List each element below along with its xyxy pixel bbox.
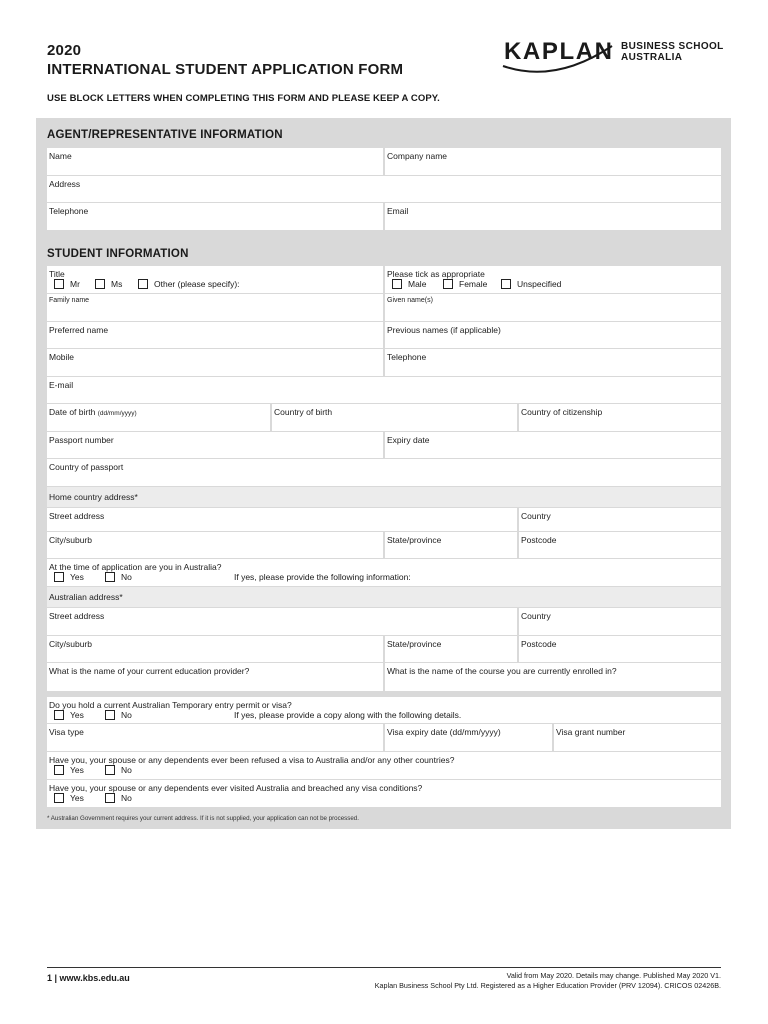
education-provider-label: What is the name of your current education provider? — [49, 666, 250, 676]
visa-type-field[interactable] — [47, 724, 383, 751]
ms-label: Ms — [111, 279, 123, 289]
home-postcode-field[interactable] — [519, 532, 721, 558]
home-city-field[interactable] — [47, 532, 383, 558]
country-of-passport-label: Country of passport — [49, 462, 124, 472]
visa-yes[interactable] — [54, 710, 84, 720]
home-city-label: City/suburb — [49, 535, 92, 545]
visa-no-label: No — [121, 710, 132, 720]
student-email-label: E-mail — [49, 380, 74, 390]
male-checkbox[interactable] — [392, 279, 402, 289]
in-aus-no-checkbox[interactable] — [105, 572, 115, 582]
mobile-field[interactable] — [47, 349, 383, 376]
previous-names-field[interactable] — [385, 322, 721, 348]
country-of-passport-field[interactable] — [47, 459, 721, 486]
aus-street-field[interactable] — [47, 608, 517, 635]
logo-word: KAPLAN — [504, 38, 614, 65]
agent-telephone-field[interactable] — [47, 203, 383, 230]
no-label: No — [121, 572, 132, 582]
given-name-label: Given name(s) — [387, 297, 433, 304]
visa-no-checkbox[interactable] — [105, 710, 115, 720]
title-field — [47, 266, 383, 293]
agent-name-field[interactable] — [47, 148, 383, 175]
agent-section-heading: AGENT/REPRESENTATIVE INFORMATION — [47, 129, 283, 141]
footer-divider — [47, 967, 721, 968]
logo-subtitle — [621, 42, 724, 63]
other-checkbox[interactable] — [138, 279, 148, 289]
gender-female-option[interactable] — [443, 279, 487, 289]
student-telephone-field[interactable] — [385, 349, 721, 376]
previous-names-label: Previous names (if applicable) — [387, 325, 501, 335]
passport-number-field[interactable] — [47, 432, 383, 458]
agent-telephone-label: Telephone — [49, 206, 89, 216]
aus-state-label: State/province — [387, 639, 442, 649]
visa-type-label: Visa type — [49, 727, 84, 737]
breached-no-label: No — [121, 793, 132, 803]
aus-state-field[interactable] — [385, 636, 517, 662]
logo-sub-line2: AUSTRALIA — [621, 51, 683, 63]
title-ms-option[interactable] — [95, 279, 122, 289]
male-label: Male — [408, 279, 427, 289]
yes-label: Yes — [70, 572, 84, 582]
visa-grant-number-label: Visa grant number — [556, 727, 626, 737]
aus-postcode-label: Postcode — [521, 639, 557, 649]
ms-checkbox[interactable] — [95, 279, 105, 289]
dob-format: (dd/mm/yyyy) — [97, 410, 137, 417]
student-telephone-label: Telephone — [387, 352, 427, 362]
visa-yes-checkbox[interactable] — [54, 710, 64, 720]
form-title: INTERNATIONAL STUDENT APPLICATION FORM — [47, 61, 404, 78]
country-of-citizenship-field[interactable] — [519, 404, 721, 431]
breached-no[interactable] — [105, 793, 132, 803]
australian-address-header — [47, 587, 721, 607]
visa-question — [47, 697, 721, 723]
breached-no-checkbox[interactable] — [105, 793, 115, 803]
home-postcode-label: Postcode — [521, 535, 557, 545]
footer-legal — [375, 971, 721, 991]
visa-no[interactable] — [105, 710, 132, 720]
passport-expiry-label: Expiry date — [387, 435, 430, 445]
agent-company-field[interactable] — [385, 148, 721, 175]
education-provider-field[interactable] — [47, 663, 383, 691]
visa-yes-label: Yes — [70, 710, 84, 720]
in-australia-no[interactable] — [105, 572, 132, 582]
home-state-field[interactable] — [385, 532, 517, 558]
page-number-website: 1 | www.kbs.edu.au — [47, 973, 130, 983]
gender-field — [385, 266, 721, 293]
in-australia-label: At the time of application are you in Australia? — [49, 562, 222, 572]
refused-yes-label: Yes — [70, 765, 84, 775]
home-country-label: Country — [521, 511, 551, 521]
aus-postcode-field[interactable] — [519, 636, 721, 662]
current-course-label: What is the name of the course you are currently enrolled in? — [387, 666, 617, 676]
footer-validity: Valid from May 2020. Details may change. Published May 2020 V1. — [506, 971, 721, 980]
family-name-field[interactable] — [47, 294, 383, 321]
breached-yes[interactable] — [54, 793, 84, 803]
gender-unspecified-option[interactable] — [501, 279, 561, 289]
student-email-field[interactable] — [47, 377, 721, 403]
country-of-citizenship-label: Country of citizenship — [521, 407, 603, 417]
country-of-birth-field[interactable] — [272, 404, 517, 431]
female-checkbox[interactable] — [443, 279, 453, 289]
in-australia-yes[interactable] — [54, 572, 84, 582]
aus-country-field[interactable] — [519, 608, 721, 635]
home-street-label: Street address — [49, 511, 105, 521]
aus-city-label: City/suburb — [49, 639, 92, 649]
in-aus-yes-checkbox[interactable] — [54, 572, 64, 582]
breached-yes-label: Yes — [70, 793, 84, 803]
preferred-name-label: Preferred name — [49, 325, 109, 335]
agent-address-field[interactable] — [47, 176, 721, 202]
home-address-label: Home country address* — [49, 492, 138, 502]
kaplan-logo — [500, 36, 730, 76]
title-other-option[interactable] — [138, 279, 240, 289]
country-of-birth-label: Country of birth — [274, 407, 333, 417]
passport-number-label: Passport number — [49, 435, 114, 445]
gender-label: Please tick as appropriate — [387, 269, 485, 279]
current-course-field[interactable] — [385, 663, 721, 691]
home-address-header — [47, 487, 721, 507]
home-state-label: State/province — [387, 535, 442, 545]
agent-email-label: Email — [387, 206, 409, 216]
agent-name-label: Name — [49, 151, 72, 161]
mr-checkbox[interactable] — [54, 279, 64, 289]
refused-yes[interactable] — [54, 765, 84, 775]
visa-grant-number-field[interactable] — [554, 724, 721, 751]
refused-yes-checkbox[interactable] — [54, 765, 64, 775]
form-year: 2020 — [47, 42, 82, 59]
dob-label — [49, 407, 137, 417]
footer-registration: Kaplan Business School Pty Ltd. Registered as a Higher Education Provider (PRV 12094). CRICOS 02426B. — [374, 981, 721, 990]
in-australia-question — [47, 559, 721, 586]
refused-no-checkbox[interactable] — [105, 765, 115, 775]
student-section-heading: STUDENT INFORMATION — [47, 248, 189, 260]
visa-refused-question — [47, 752, 721, 779]
agent-company-label: Company name — [387, 151, 448, 161]
form-instruction: USE BLOCK LETTERS WHEN COMPLETING THIS FORM AND PLEASE KEEP A COPY. — [47, 93, 440, 104]
address-footnote: * Australian Government requires your current address. If it is not supplied, your application can not be processed. — [47, 815, 359, 822]
refused-no-label: No — [121, 765, 132, 775]
aus-country-label: Country — [521, 611, 551, 621]
agent-email-field[interactable] — [385, 203, 721, 230]
title-mr-option[interactable] — [54, 279, 80, 289]
unspecified-checkbox[interactable] — [501, 279, 511, 289]
dob-field[interactable] — [47, 404, 270, 431]
home-street-field[interactable] — [47, 508, 517, 531]
title-label: Title — [49, 269, 65, 279]
unspecified-label: Unspecified — [517, 279, 562, 289]
family-name-label: Family name — [49, 297, 90, 304]
gender-male-option[interactable] — [392, 279, 426, 289]
australian-address-label: Australian address* — [49, 592, 123, 602]
female-label: Female — [459, 279, 488, 289]
logo-sub-line1: BUSINESS SCHOOL — [621, 41, 724, 52]
mobile-label: Mobile — [49, 352, 75, 362]
visa-breached-question — [47, 780, 721, 807]
visa-refused-label: Have you, your spouse or any dependents ever been refused a visa to Australia and/or any other countries? — [49, 755, 455, 765]
other-label: Other (please specify): — [154, 279, 240, 289]
aus-city-field[interactable] — [47, 636, 383, 662]
visa-expiry-field[interactable] — [385, 724, 552, 751]
passport-expiry-field[interactable] — [385, 432, 721, 458]
mr-label: Mr — [70, 279, 80, 289]
visa-breached-label: Have you, your spouse or any dependents ever visited Australia and breached any visa conditions? — [49, 783, 423, 793]
visa-expiry-label: Visa expiry date (dd/mm/yyyy) — [387, 727, 501, 737]
breached-yes-checkbox[interactable] — [54, 793, 64, 803]
in-australia-note: If yes, please provide the following information: — [234, 572, 411, 582]
home-country-field[interactable] — [519, 508, 721, 531]
preferred-name-field[interactable] — [47, 322, 383, 348]
given-name-field[interactable] — [385, 294, 721, 321]
agent-address-label: Address — [49, 179, 81, 189]
dob-label-text: Date of birth — [49, 407, 96, 417]
aus-street-label: Street address — [49, 611, 105, 621]
visa-note: If yes, please provide a copy along with the following details. — [234, 710, 462, 720]
visa-question-label: Do you hold a current Australian Temporary entry permit or visa? — [49, 700, 292, 710]
refused-no[interactable] — [105, 765, 132, 775]
